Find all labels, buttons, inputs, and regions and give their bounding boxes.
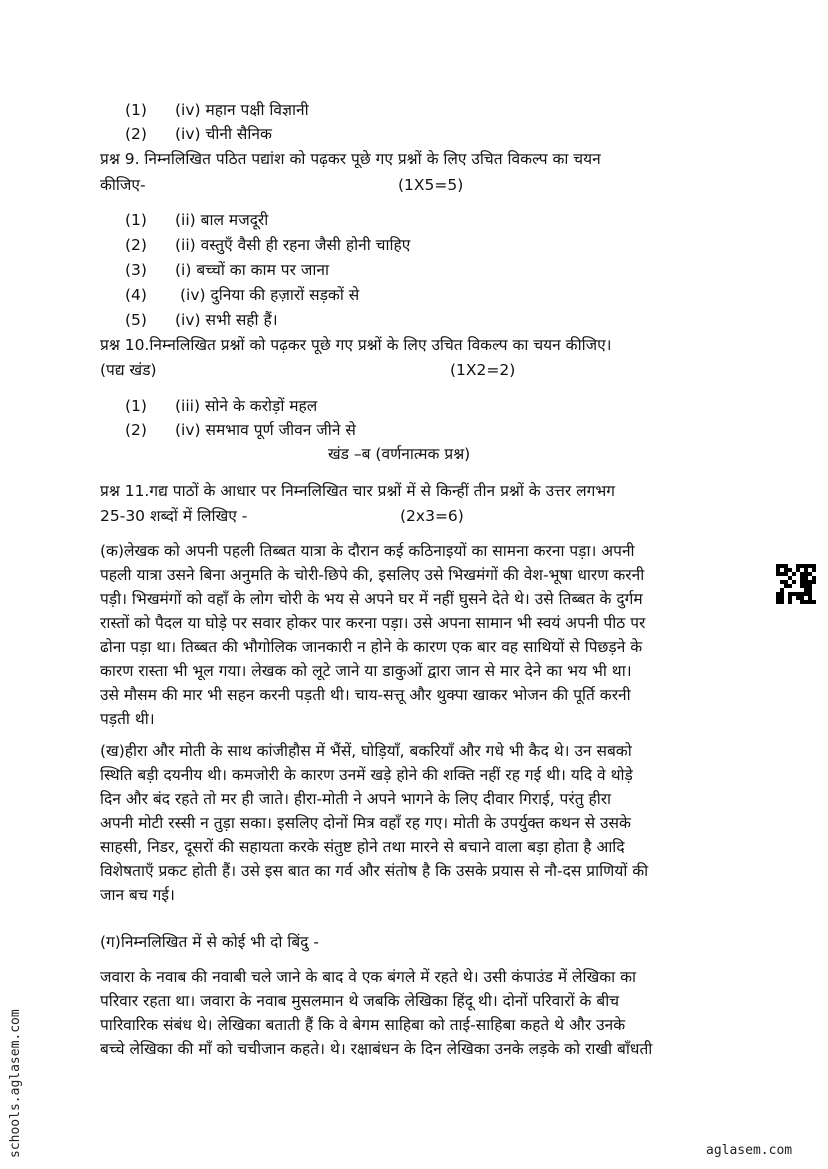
q11-marks: (2x3=6): [400, 507, 464, 525]
q10-answer-num: (2): [125, 421, 147, 439]
q9-answer-num: (5): [125, 311, 147, 329]
q10-answer: (iii) सोने के करोड़ों महल: [175, 397, 318, 415]
para-kha-line: अपनी मोटी रस्सी न तुड़ा सका। इसलिए दोनों मित्र वहाँ रह गए। मोती के उपर्युक्त कथन से उसके: [100, 814, 631, 832]
para-kha-line: विशेषताएँ प्रकट होती हैं। उसे इस बात का गर्व और संतोष है कि उसके प्रयास से नौ-दस प्राणियों की: [100, 862, 649, 880]
footer-watermark: aglasem.com: [706, 1143, 793, 1158]
para-ka-line: उसे मौसम की मार भी सहन करनी पड़ती थी। चाय-सत्तू और थुक्पा खाकर भोजन की पूर्ति करनी: [100, 686, 631, 704]
q9-heading-cont: कीजिए-: [100, 176, 146, 194]
para-ka-line: (क)लेखक को अपनी पहली तिब्बत यात्रा के दौरान कई कठिनाइयों का सामना करना पड़ा। अपनी: [100, 542, 635, 560]
para-ka-line: ढोना पड़ा था। तिब्बत की भौगोलिक जानकारी न होने के कारण एक बार वह साथियों से पिछड़ने के: [100, 638, 643, 656]
para-ga-line: परिवार रहता था। जवारा के नवाब मुसलमान थे जबकि लेखिका हिंदू थी। दोनों परिवारों के बीच: [100, 992, 620, 1010]
q9-answer: (iv) सभी सही हैं।: [175, 311, 278, 329]
qr-code: [776, 564, 816, 604]
q9-answer-num: (3): [125, 261, 147, 279]
para-ga-line: बच्चे लेखिका की माँ को चचीजान कहते। थे। रक्षाबंधन के दिन लेखिका उनके लड़के को राखी बाँधती: [100, 1040, 653, 1058]
q10-answer: (iv) समभाव पूर्ण जीवन जीने से: [175, 421, 356, 439]
q9-answer: (ii) बाल मजदूरी: [175, 211, 269, 229]
q9-answer-num: (1): [125, 211, 147, 229]
q9-answer-num: (2): [125, 236, 147, 254]
q8-answer-1: (iv) महान पक्षी विज्ञानी: [175, 101, 309, 119]
para-kha-line: स्थिति बड़ी दयनीय थी। कमजोरी के कारण उनमें खड़े होने की शक्ति नहीं रह गई थी। यदि वे थोड़े: [100, 766, 633, 784]
para-ga-line: जवारा के नवाब की नवाबी चले जाने के बाद वे एक बंगले में रहते थे। उसी कंपाउंड में लेखिका का: [100, 968, 637, 986]
q8-answer-2-num: (2): [125, 125, 147, 143]
ga-heading: (ग)निम्नलिखित में से कोई भी दो बिंदु -: [100, 933, 319, 951]
para-ka-line: पहली यात्रा उसने बिना अनुमति के चोरी-छिपे की, इसलिए उसे भिखमंगों की वेश-भूषा धारण करनी: [100, 566, 645, 584]
q10-heading-cont: (पद्य खंड): [100, 361, 157, 379]
q8-answer-2: (iv) चीनी सैनिक: [175, 125, 272, 143]
para-kha-line: जान बच गई।: [100, 886, 175, 904]
para-kha-line: साहसी, निडर, दूसरों की सहायता करके संतुष्ट होने तथा मारने से बचाने वाला बड़ा होता है आदि: [100, 838, 625, 856]
q9-answer-num: (4): [125, 286, 147, 304]
q11-heading-cont: 25-30 शब्दों में लिखिए -: [100, 507, 248, 525]
q8-answer-1-num: (1): [125, 101, 147, 119]
qr-module: [812, 600, 816, 604]
para-ka-line: पड़ती थी।: [100, 710, 155, 728]
para-kha-line: (ख)हीरा और मोती के साथ कांजीहौस में भैंसें, घोड़ियाँ, बकरियाँ और गधे भी कैद थे। उन सबको: [100, 742, 632, 760]
para-ka-line: कारण रास्ता भी भूल गया। लेखक को लूटे जाने या डाकुओं द्वारा जान से मार देने का भय भी था।: [100, 662, 632, 680]
q9-marks: (1X5=5): [398, 176, 464, 194]
q9-answer: (ii) वस्तुएँ वैसी ही रहना जैसी होनी चाहिए: [175, 236, 411, 254]
q9-answer: (i) बच्चों का काम पर जाना: [175, 261, 329, 279]
q10-heading: प्रश्न 10.निम्नलिखित प्रश्नों को पढ़कर पूछे गए प्रश्नों के लिए उचित विकल्प का चयन कीजिए।: [100, 336, 612, 354]
q9-answer: (iv) दुनिया की हज़ारों सड़कों से: [180, 286, 360, 304]
para-ka-line: रास्तों को पैदल या घोड़े पर सवार होकर पार करना पड़ा। उसे अपना सामान भी स्वयं अपनी पीठ पर: [100, 614, 646, 632]
para-kha-line: दिन और बंद रहते तो मर ही जाते। हीरा-मोती ने अपने भागने के लिए दीवार गिराई, परंतु हीरा: [100, 790, 612, 808]
para-ga-line: पारिवारिक संबंध थे। लेखिका बताती हैं कि वे बेगम साहिबा को ताई-साहिबा कहते थे और उनके: [100, 1016, 626, 1034]
para-ka-line: पड़ी। भिखमंगों को वहाँ के लोग चोरी के भय से अपने घर में नहीं घुसने देते थे। उसे तिब्बत के दुर्गम: [100, 590, 643, 608]
q11-heading: प्रश्न 11.गद्य पाठों के आधार पर निम्नलिखित चार प्रश्नों में से किन्हीं तीन प्रश्नों के उत्तर लगभग: [100, 482, 615, 500]
q10-marks: (1X2=2): [450, 361, 516, 379]
side-watermark: schools.aglasem.com: [8, 1009, 23, 1158]
section-b-heading: खंड –ब (वर्णनात्मक प्रश्न): [328, 445, 471, 463]
q9-heading: प्रश्न 9. निम्नलिखित पठित पद्यांश को पढ़कर पूछे गए प्रश्नों के लिए उचित विकल्प का चयन: [100, 150, 601, 168]
q10-answer-num: (1): [125, 397, 147, 415]
